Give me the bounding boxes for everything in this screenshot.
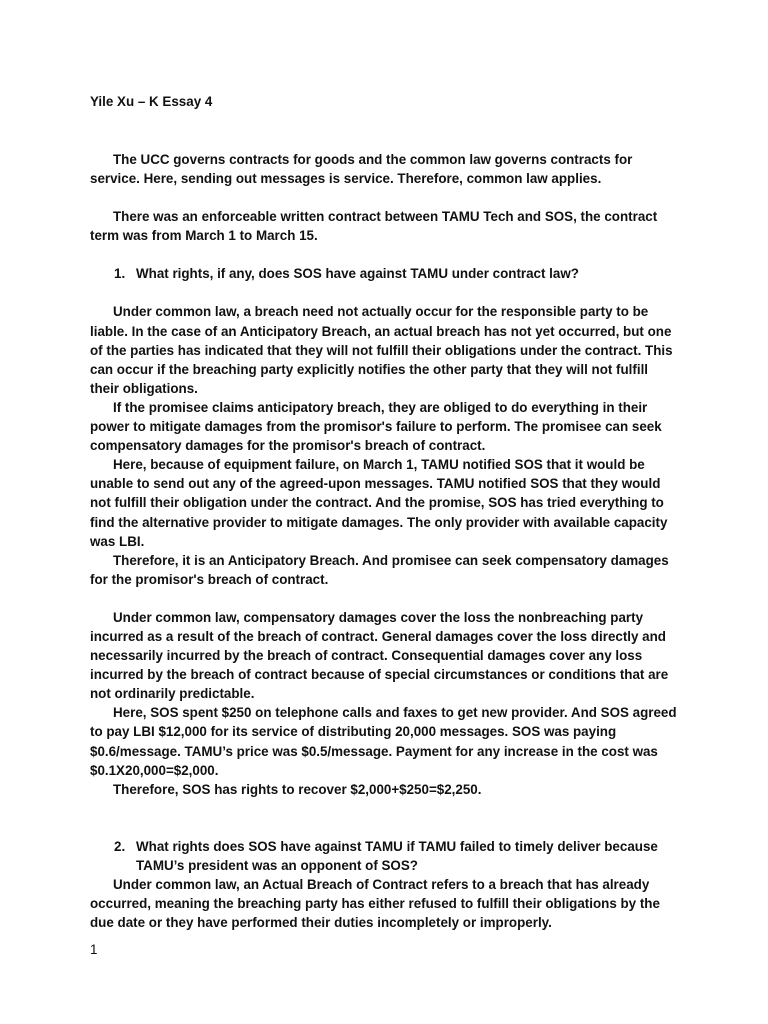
question-list-1 [90, 264, 680, 283]
paragraph-application-2: Here, SOS spent $250 on telephone calls and faxes to get new provider. And SOS agreed to pay LBI $12,000 for its service of distributing 20,000 messages. SOS was paying $0.6/message. TAMU’s price was $0.5/message. Payment for any increase in the cost was $0.1X20,000=$2,000. [90, 705, 677, 778]
question-list-2 [90, 837, 680, 875]
essay-body [90, 150, 680, 932]
question-2 [114, 837, 680, 875]
question-1 [114, 264, 680, 283]
paragraph-application-1: Here, because of equipment failure, on March 1, TAMU notified SOS that it would be unable to send out any of the agreed-upon messages. TAMU notified SOS that they would not fulfill their obligation under the contract. And the promise, SOS has tried everything to find the alternative provider to mitigate damages. The only provider with available capacity was LBI. [90, 457, 668, 549]
paragraph-anticipatory-rule: Under common law, a breach need not actually occur for the responsible party to be liable. In the case of an Anticipatory Breach, an actual breach has not yet occurred, but one of the parties has indicated that they will not fulfill their obligations under the contract. This can occur if the breaching party explicitly notifies the other party that they will not fulfill their obligations. [90, 304, 673, 396]
paragraph-conclusion-2: Therefore, SOS has rights to recover $2,000+$250=$2,250. [113, 781, 482, 797]
page-number: 1 [90, 942, 98, 957]
paragraph-damages-rule: Under common law, compensatory damages cover the loss the nonbreaching party incurred as a result of the breach of contract. General damages cover the loss directly and necessarily incurred by the breach of contract. Consequential damages cover any loss incurred by the breach of contract because of special circumstances or conditions that are not ordinarily predictable. [90, 609, 669, 702]
paragraph-actual-breach: Under common law, an Actual Breach of Contract refers to a breach that has already occurred, meaning the breaching party has either refused to fulfill their obligations by the due date or they have performed their duties incompletely or improperly. [90, 877, 660, 931]
question-2-text: What rights does SOS have against TAMU if TAMU failed to timely deliver because TAMU’s president was an opponent of SOS? [136, 838, 658, 873]
essay-title: Yile Xu – K Essay 4 [90, 94, 213, 109]
paragraph-mitigation: If the promisee claims anticipatory breach, they are obliged to do everything in their power to mitigate damages from the promisor's failure to perform. The promisee can seek compensatory damages for the promisor's breach of contract. [90, 399, 662, 454]
question-2-number: 2. [114, 838, 126, 854]
paragraph-ucc: The UCC governs contracts for goods and the common law governs contracts for service. Here, sending out messages is service. Therefore, common law applies. [90, 152, 633, 187]
paragraph-contract: There was an enforceable written contract between TAMU Tech and SOS, the contract term was from March 1 to March 15. [90, 209, 658, 244]
question-1-text: What rights, if any, does SOS have against TAMU under contract law? [136, 266, 579, 282]
paragraph-conclusion-1: Therefore, it is an Anticipatory Breach. And promisee can seek compensatory damages for the promisor's breach of contract. [90, 552, 669, 587]
question-1-number: 1. [114, 266, 126, 282]
